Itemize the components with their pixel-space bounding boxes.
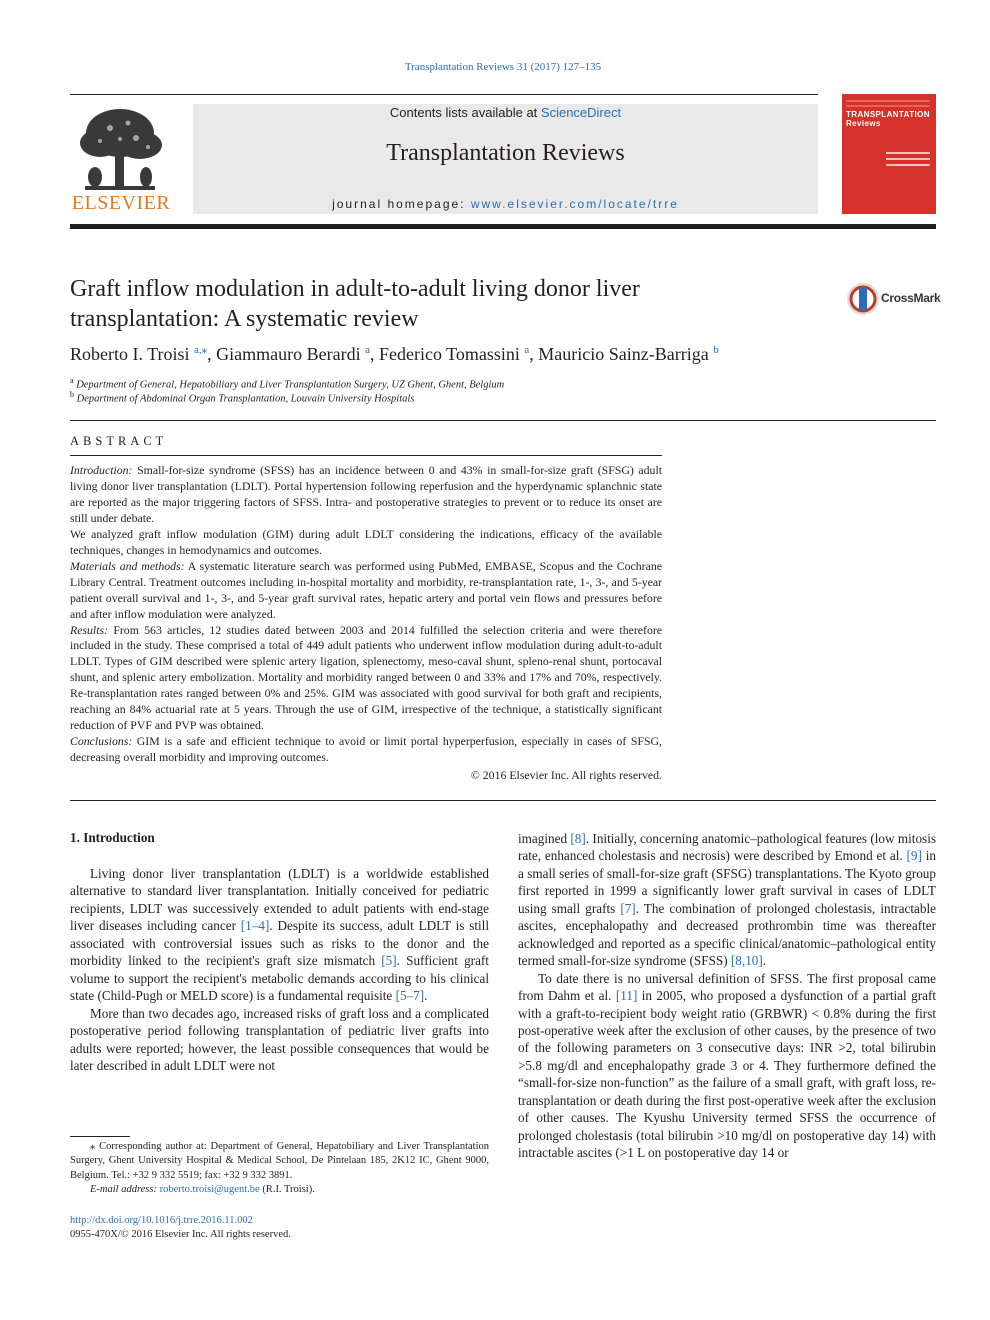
abstract-label: Materials and methods:: [70, 558, 185, 573]
author-name[interactable]: Giammauro Berardi: [216, 344, 361, 364]
body-text: in a small series of small-for-size graft (SFSG) transplantations. The Kyoto group first reported in 1999 a significantly lower graft survival in cases of LDLT using small grafts: [518, 848, 936, 916]
reference-link[interactable]: [5–7]: [395, 988, 425, 1004]
body-paragraph: More than two decades ago, increased risks of graft loss and a complicated postoperative period following transplantation of pediatric liver grafts into adults were reported; however, the least possible consequences that would be later described in adult LDLT were not: [70, 1005, 489, 1073]
crossmark-icon[interactable]: [846, 282, 880, 316]
body-text: . Initially, concerning anatomic–pathological features (low mitosis rate, enhanced cholestasis and necrosis) were described by Emond et al.: [518, 831, 936, 864]
sciencedirect-link[interactable]: ScienceDirect: [540, 105, 622, 120]
email-label: E-mail address:: [90, 1184, 157, 1196]
corresponding-author-note: [70, 1140, 489, 1183]
affiliation-text: Department of Abdominal Organ Transplantation, Louvain University Hospitals: [76, 393, 415, 405]
body-paragraph: [518, 970, 936, 1162]
journal-homepage: [193, 197, 818, 211]
abstract-methods: [70, 559, 662, 623]
body-text: . Despite its success, adult LDLT is still associated with controversial issues such as risks to the donor and the morbidity linked to the recipient's graft size mismatch: [70, 918, 489, 969]
body-text: To date there is no universal definition of SFSS. The first proposal came from Dahm et al.: [518, 970, 936, 1004]
abstract-text: GIM is a safe and efficient technique to avoid or limit portal hyperperfusion, especially in cases of SFSG, decreasing overall morbidity and improving outcomes.: [70, 734, 662, 765]
author-affiliation-marker[interactable]: b: [713, 344, 719, 356]
reference-link[interactable]: [8,10]: [730, 953, 763, 969]
contents-prefix: Contents lists available at: [389, 105, 541, 120]
affiliation: [70, 376, 504, 391]
author-name[interactable]: Federico Tomassini: [379, 344, 520, 364]
article-title: Graft inflow modulation in adult-to-adult living donor liver transplantation: A systematic review: [70, 276, 640, 332]
author-name[interactable]: Roberto I. Troisi: [70, 344, 190, 364]
body-column-right: [518, 830, 936, 1162]
contents-line: [193, 105, 818, 120]
cover-decor-lines: [846, 100, 930, 110]
abstract-aim: We analyzed graft inflow modulation (GIM) during adult LDLT considering the indications, efficacy of the available techniques, changes in hemodynamics and outcomes.: [70, 526, 662, 557]
body-text: . The combination of prolonged cholestasis, intractable ascites, encephalopathy and decreased prothrombin time was thereafter acknowledged and reported as a specific clinical/anatomic–pathological entity termed small-for-size syndrome (SFSS): [518, 900, 936, 969]
reference-link[interactable]: [1–4]: [240, 918, 270, 934]
affiliation: [70, 390, 414, 405]
cover-title: TRANSPLANTATION Reviews: [846, 110, 930, 128]
header-top-rule: [70, 94, 818, 95]
body-text: . Sufficient graft volume to support the recipient's metabolic demands according to his clinical state (Child-Pugh or MELD score) is a fundamental requisite: [70, 953, 489, 1004]
author-affiliation-marker[interactable]: a: [365, 344, 371, 356]
affiliation-label: b: [70, 390, 74, 399]
author-list: Roberto I. Troisi $^{a,⁎}$, Giammauro Berardi $^a$, Federico Tomassini $^a$, Mauricio Sainz-Barriga $^b$: [70, 344, 719, 364]
elsevier-wordmark: ELSEVIER: [71, 192, 171, 214]
body-text: imagined: [518, 831, 571, 846]
abstract-top-rule: [70, 420, 936, 421]
body-column-left: [70, 865, 489, 1074]
abstract-label: Introduction:: [70, 463, 133, 477]
email-link[interactable]: roberto.troisi@ugent.be: [159, 1184, 260, 1196]
crossmark-label[interactable]: CrossMark: [881, 291, 941, 305]
issn-copyright: 0955-470X/© 2016 Elsevier Inc. All rights reserved.: [70, 1229, 291, 1240]
footnote-text: Corresponding author at: Department of General, Hepatobiliary and Liver Transplantation Surgery, Ghent University Hospital & Medical School, De Pintelaan 185, 2K12 IC, Ghent 9000, Belgium. Tel.: +32 9 332 5519; fax: +32 9 332 3891.: [70, 1141, 489, 1181]
abstract-results: [70, 623, 662, 735]
body-paragraph: [70, 865, 489, 1005]
body-paragraph: [518, 830, 936, 970]
footnote: [70, 1140, 489, 1198]
reference-link[interactable]: [7]: [620, 900, 636, 916]
author-affiliation-marker[interactable]: a: [524, 344, 530, 356]
reference-link[interactable]: [11]: [615, 988, 638, 1004]
abstract-label: Conclusions:: [70, 734, 133, 749]
journal-name: Transplantation Reviews: [386, 140, 625, 166]
abstract-label: Results:: [70, 622, 109, 637]
reference-link[interactable]: [5]: [381, 953, 397, 969]
abstract-conclusions: [70, 734, 662, 766]
abstract-text: From 563 articles, 12 studies dated between 2003 and 2014 fulfilled the selection criteria and were therefore included in the study. These comprised a total of 449 adult patients who underwent inflow modulation during adult-to-adult LDLT. Types of GIM described were splenic artery ligation, splenectomy, meso-caval shunt, spleno-renal shunt, portocaval shunt, and splenic artery embolization. Mortality and morbidity ranged between 0 and 33% and 17% and 70%, respectively. Re-transplantation rates ranged between 0% and 25%. GIM was associated with good survival for both graft and recipients, reaching an 84% actuarial rate at 5 years. Through the use of GIM, irrespective of the technique, a statistically significant reduction of PVF and PVP was obtained.: [70, 622, 663, 733]
cover-decor-mid: [886, 152, 930, 170]
journal-citation[interactable]: Transplantation Reviews 31 (2017) 127–135: [404, 61, 602, 73]
footnote-marker: ⁎: [90, 1141, 96, 1152]
affiliation-label: a: [70, 376, 74, 385]
abstract-heading: ABSTRACT: [70, 434, 168, 448]
abstract-heading-rule: [70, 455, 662, 456]
body-text: Living donor liver transplantation (LDLT) is a worldwide established alternative to standard liver transplantation. Initially conceived for pediatric recipients, LDLT was successively extended to adult patients with end-stage liver diseases including cancer: [70, 866, 489, 934]
abstract-body: [70, 463, 662, 766]
abstract-text: A systematic literature search was performed using PubMed, EMBASE, Scopus and the Cochrane Library Central. Treatment outcomes including in-hospital mortality and morbidity, re-transplantation rate, 1-, 3-, and 5-year patient overall survival and 1-, 3-, and 5-year graft survival rates, hepatic artery and portal vein flows and pressures before and after inflow modulation were analyzed.: [70, 558, 662, 621]
abstract-introduction: [70, 463, 662, 527]
footnote-text: (R.I. Troisi).: [259, 1184, 315, 1196]
author-affiliation-marker[interactable]: a,⁎: [194, 344, 208, 356]
footnote-rule: [70, 1136, 130, 1137]
body-text: in 2005, who proposed a dysfunction of a partial graft with a graft-to-recipient body weight ratio (GRBWR) < 0.8% during the first post-operative week after the exclusion of other causes, by the presence of two of the following parameters on 3 consecutive days: INR >2, total bilirubin >5.8 mg/dl and encephalopathy grade 3 or 4. They furthermore defined the “small-for-size non-function” as the failure of a small graft, with graft loss, re-transplantation or death during the first post-operative week after the exclusion of other causes. The Kyushu University termed SFSS the occurrence of prolonged cholestasis (total bilirubin >10 mg/dl on postoperative day 14) with intractable ascites (>1 L on postoperative day 14 or: [518, 988, 936, 1161]
header-bottom-rule: [70, 224, 936, 229]
author-name[interactable]: Mauricio Sainz-Barriga: [538, 344, 709, 364]
abstract-text: Small-for-size syndrome (SFSS) has an incidence between 0 and 43% in small-for-size graft (SFSG) adult living donor liver transplantation (LDLT). Portal hypertension following reperfusion and the hyperdynamic splanchnic state are reported as the major triggering factors of SFSS. Intra- and postoperative strategies to prevent or to reduce its onset are still under debate.: [70, 463, 662, 525]
reference-link[interactable]: [8]: [570, 831, 586, 846]
body-text: .: [762, 953, 767, 969]
journal-cover-thumbnail[interactable]: [842, 94, 936, 214]
abstract-bottom-rule: [70, 800, 936, 801]
abstract-copyright: © 2016 Elsevier Inc. All rights reserved.: [470, 768, 662, 782]
homepage-prefix: journal homepage:: [332, 197, 471, 211]
body-text: .: [424, 988, 428, 1004]
homepage-link[interactable]: www.elsevier.com/locate/trre: [470, 197, 679, 211]
doi-link[interactable]: http://dx.doi.org/10.1016/j.trre.2016.11.002: [70, 1215, 253, 1226]
reference-link[interactable]: [9]: [906, 848, 922, 864]
affiliation-text: Department of General, Hepatobiliary and Liver Transplantation Surgery, UZ Ghent, Ghent, Belgium: [76, 379, 505, 391]
section-heading: 1. Introduction: [70, 830, 155, 845]
email-note: [70, 1183, 489, 1197]
